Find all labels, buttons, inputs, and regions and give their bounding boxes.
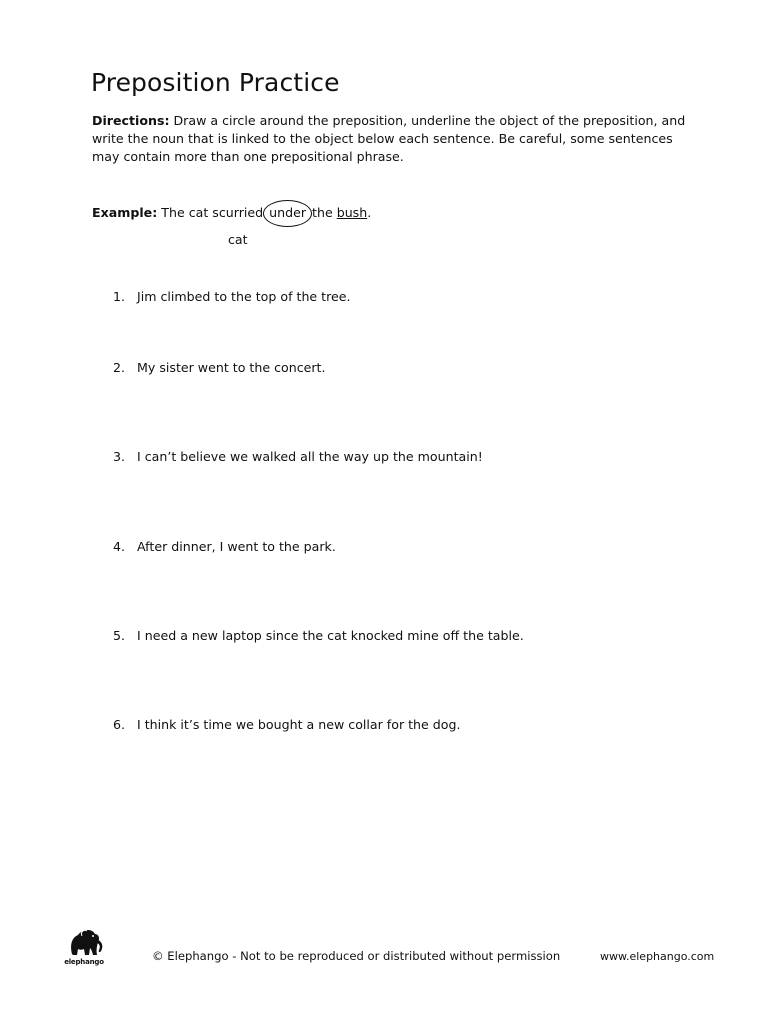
example-after: . <box>367 205 372 220</box>
exercise-item-2 <box>113 359 326 377</box>
footer-url[interactable]: www.elephango.com <box>600 950 715 963</box>
directions-label: Directions: <box>92 113 170 128</box>
item-number: 5. <box>113 628 126 643</box>
item-text: I need a new laptop since the cat knocked mine off the table. <box>137 628 524 643</box>
elephango-logo <box>62 924 106 972</box>
footer-copyright: © Elephango - Not to be reproduced or distributed without permission <box>152 949 561 963</box>
example-circled-preposition: under <box>269 205 307 220</box>
example-label: Example: <box>92 205 158 220</box>
item-number: 2. <box>113 360 126 375</box>
item-text: After dinner, I went to the park. <box>137 539 336 554</box>
example-before: The cat scurried <box>157 205 268 220</box>
example-sentence <box>92 204 371 222</box>
exercise-item-6 <box>113 716 461 734</box>
elephant-icon <box>62 924 106 960</box>
item-text: I can’t believe we walked all the way up the mountain! <box>137 449 483 464</box>
item-text: My sister went to the concert. <box>137 360 326 375</box>
exercise-item-5 <box>113 627 524 645</box>
exercise-item-3 <box>113 448 483 466</box>
item-text: I think it’s time we bought a new collar for the dog. <box>137 717 461 732</box>
example-underlined-object: bush <box>336 205 368 220</box>
exercise-item-4 <box>113 538 336 556</box>
directions-text: Draw a circle around the preposition, underline the object of the preposition, and write the noun that is linked to the object below each sentence. Be careful, some sentences may contain more than one prepositional phrase. <box>92 113 686 164</box>
example-answer: cat <box>228 232 248 247</box>
item-number: 1. <box>113 289 126 304</box>
item-text: Jim climbed to the top of the tree. <box>137 289 351 304</box>
exercise-item-1 <box>113 288 351 306</box>
item-number: 4. <box>113 539 126 554</box>
item-number: 3. <box>113 449 126 464</box>
item-number: 6. <box>113 717 126 732</box>
directions <box>92 112 692 166</box>
page-title: Preposition Practice <box>91 68 340 97</box>
example-middle: the <box>308 205 337 220</box>
logo-text: elephango <box>64 958 104 966</box>
